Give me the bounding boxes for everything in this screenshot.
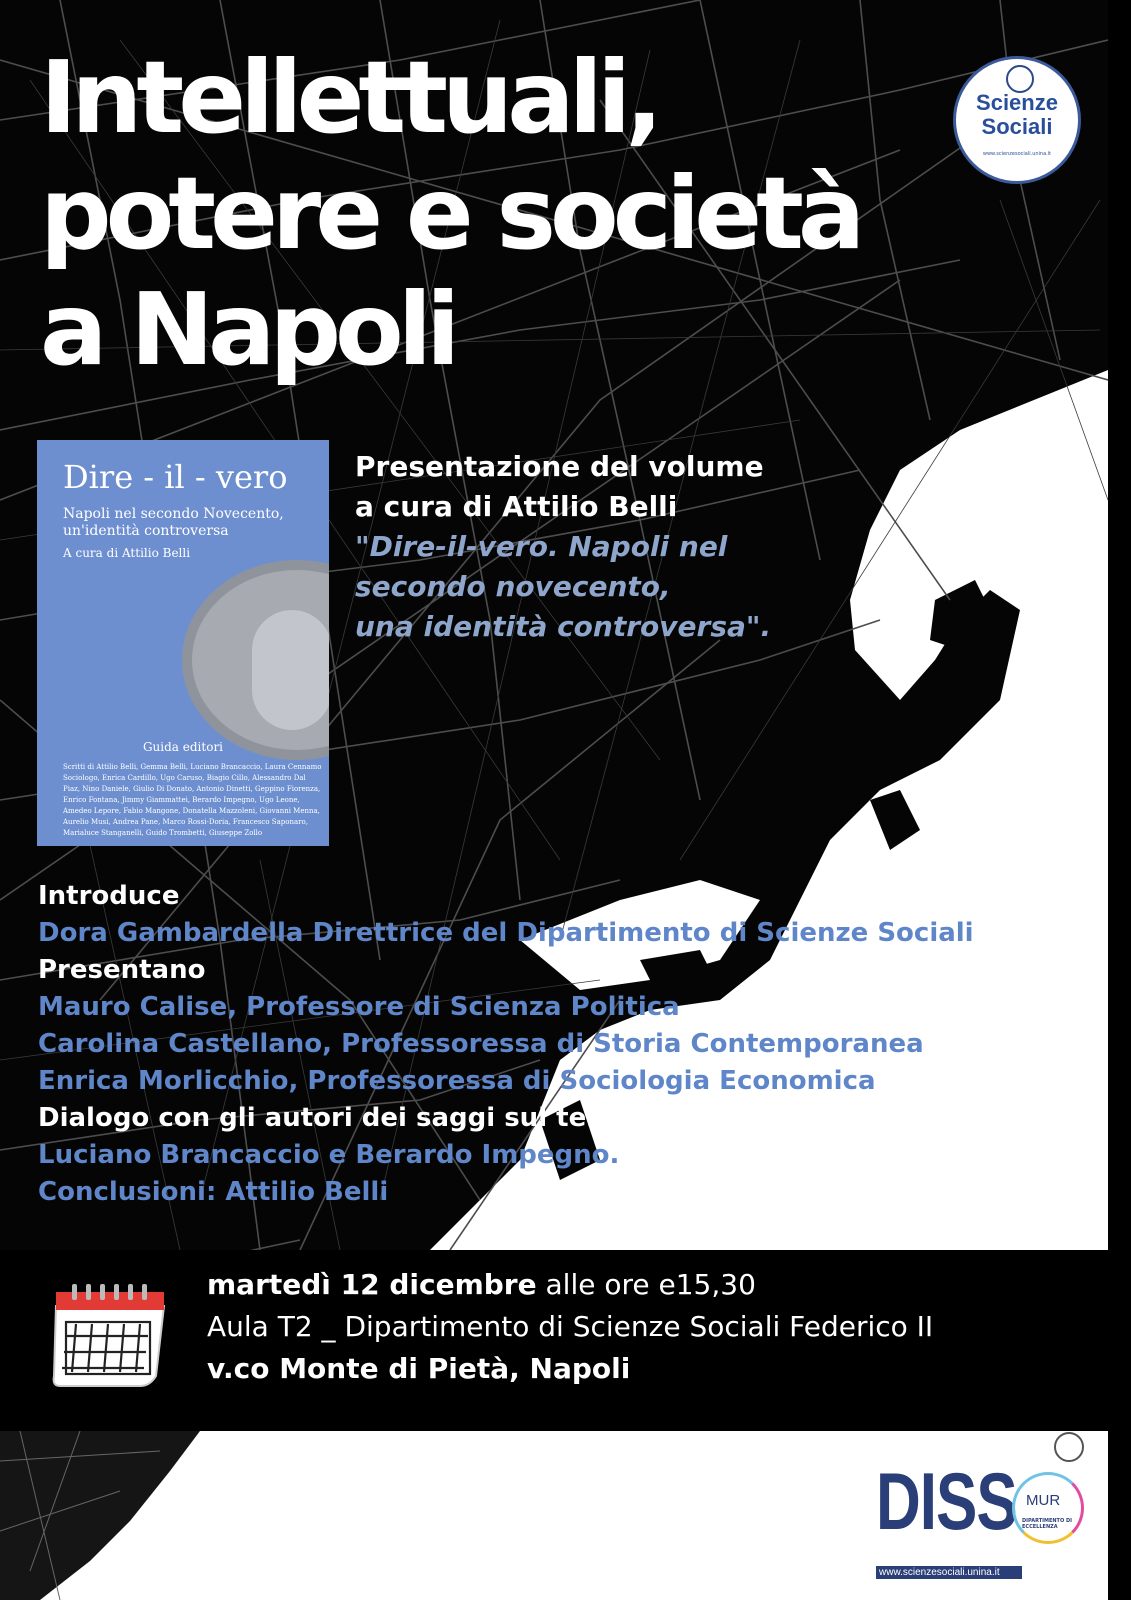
event-date-time <box>207 1264 933 1306</box>
program-list <box>38 878 974 1211</box>
diss-logo <box>872 1456 1094 1586</box>
presentation-line-2: a cura di Attilio Belli <box>355 490 678 523</box>
book-quote-line-1: "Dire-il-vero. Napoli nel <box>355 530 728 563</box>
dialogo-authors: Luciano Brancaccio e Berardo Impegno. <box>38 1140 620 1170</box>
event-time: alle ore e15,30 <box>536 1268 756 1301</box>
conclusioni: Conclusioni: Attilio Belli <box>38 1177 389 1207</box>
presentation-line-1: Presentazione del volume <box>355 450 764 483</box>
presentano-label: Presentano <box>38 955 206 985</box>
title-line-3: a Napoli <box>40 271 455 388</box>
book-editor: A cura di Attilio Belli <box>63 546 191 560</box>
title-line-1: Intellettuali, <box>40 39 658 156</box>
event-details <box>207 1264 933 1390</box>
introduce-label: Introduce <box>38 881 180 911</box>
university-seal-icon <box>1054 1432 1084 1462</box>
event-address: v.co Monte di Pietà, Napoli <box>207 1352 631 1385</box>
logo-line-1: Scienze <box>976 90 1058 115</box>
book-cover <box>37 440 329 846</box>
presentation-text <box>355 447 771 647</box>
book-publisher: Guida editori <box>142 740 224 754</box>
poster-title <box>40 40 940 388</box>
book-quote-line-3: una identità controversa". <box>355 610 772 643</box>
bocca-della-verita-image <box>182 560 329 760</box>
footer-map-strip <box>0 1431 260 1600</box>
university-seal-icon <box>1006 65 1034 93</box>
diss-wordmark: DISS <box>876 1457 1017 1547</box>
introduce-speaker: Dora Gambardella Direttrice del Dipartimento di Scienze Sociali <box>38 918 974 948</box>
footer-url: www.scienzesociali.unina.it <box>876 1566 1022 1579</box>
book-title: Dire - il - vero <box>63 458 288 496</box>
book-authors: Scritti di Attilio Belli, Gemma Belli, Luciano Brancaccio, Laura Cennamo Sociologo, Enrica Cardillo, Ugo Caruso, Biagio Cillo, Alessandro Dal Piaz, Nino Daniele, Giulio Di Donato, Antonio Dinetti, Geppino Fiorenza, Enrico Fontana, Jimmy Giammattei, Berardo Impegno, Ugo Leone, Amedeo Lepore, Fabio Mangone, Donatella Mazzoleni, Giovanni Menna, Aurelio Musi, Andrea Pane, Marco Rossi-Doria, Francesco Saponaro, Marialuce Stanganelli, Guido Trombetti, Giuseppe Zollo <box>63 763 322 837</box>
event-place: Aula T2 _ Dipartimento di Scienze Sociali Federico II <box>207 1310 934 1343</box>
dialogo-label: Dialogo con gli autori dei saggi sul tema <box>38 1103 631 1133</box>
presenter-2: Carolina Castellano, Professoressa di Storia Contemporanea <box>38 1029 924 1059</box>
presenter-3: Enrica Morlicchio, Professoressa di Sociologia Economica <box>38 1066 876 1096</box>
logo-url: www.scienzesociali.unina.it <box>982 151 1052 157</box>
logo-line-2: Sociali <box>981 114 1053 139</box>
presenter-1: Mauro Calise, Professore di Scienza Politica <box>38 992 680 1022</box>
calendar-icon <box>50 1280 170 1390</box>
title-line-2: potere e società <box>40 155 860 272</box>
dipartimento-eccellenza: DIPARTIMENTO DI ECCELLENZA <box>1022 1518 1072 1530</box>
book-subtitle: Napoli nel secondo Novecento, un'identità controversa <box>63 506 284 539</box>
mur-label: MUR <box>1026 1492 1061 1509</box>
scienze-sociali-logo <box>953 56 1081 184</box>
event-date: martedì 12 dicembre <box>207 1268 537 1301</box>
book-quote-line-2: secondo novecento, <box>355 570 671 603</box>
